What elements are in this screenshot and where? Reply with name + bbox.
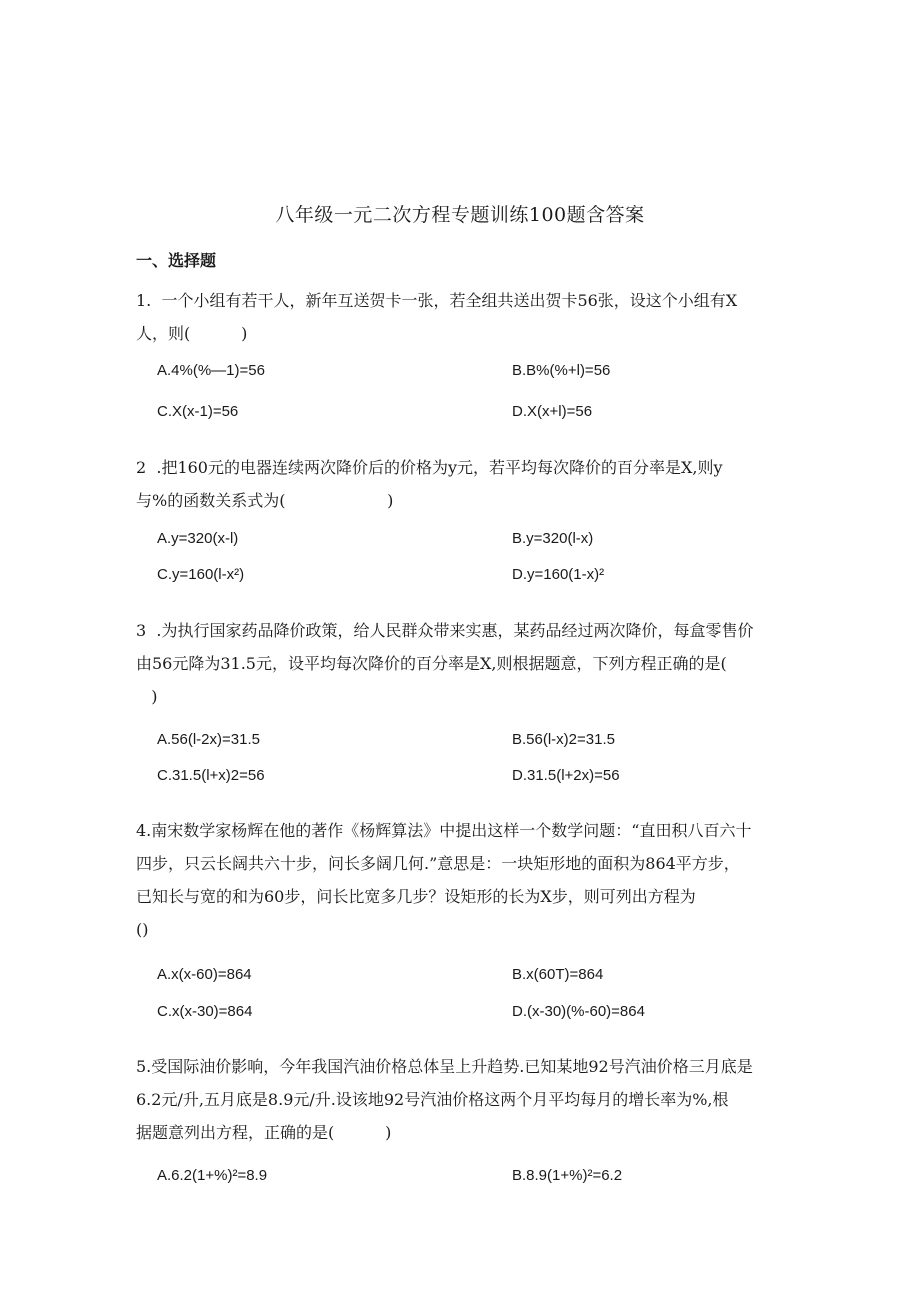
option-a: A.y=320(x-l) [157, 530, 239, 547]
option-b: B.x(60T)=864 [512, 966, 604, 983]
option-c: C.31.5(l+x)2=56 [157, 767, 265, 784]
option-c: C.x(x-30)=864 [157, 1003, 253, 1020]
option-d: D.31.5(l+2x)=56 [512, 767, 620, 784]
option-c: C.y=160(l-x²) [157, 566, 245, 583]
document-title: 八年级一元二次方程专题训练100题含答案 [275, 204, 645, 226]
question-2 [136, 451, 796, 517]
question-line: ) [136, 687, 158, 706]
option-b: B.B%(%+l)=56 [512, 362, 611, 379]
option-b: B.8.9(1+%)²=6.2 [512, 1167, 623, 1184]
option-a: A.6.2(1+%)²=8.9 [157, 1167, 268, 1184]
question-1 [136, 284, 796, 350]
question-line: 4.南宋数学家杨辉在他的著作《杨辉算法》中提出这样一个数学问题：“直田积八百六十 [136, 821, 752, 840]
question-line: 1. 一个小组有若干人，新年互送贺卡一张，若全组共送出贺卡56张，设这个小组有X [136, 291, 738, 310]
question-line: 6.2元/升,五月底是8.9元/升.设该地92号汽油价格这两个月平均每月的增长率为%,根 [136, 1090, 729, 1109]
option-a: A.x(x-60)=864 [157, 966, 252, 983]
question-line: 四步，只云长阔共六十步，问长多阔几何.”意思是：一块矩形地的面积为864平方步， [136, 854, 740, 873]
option-d: D.X(x+l)=56 [512, 403, 593, 420]
question-line: 据题意列出方程，正确的是( ) [136, 1123, 392, 1142]
option-a: A.4%(%—1)=56 [157, 362, 265, 379]
option-a: A.56(l-2x)=31.5 [157, 731, 260, 748]
question-line: 人，则( ) [136, 324, 248, 343]
option-b: B.y=320(l-x) [512, 530, 594, 547]
question-line: 2 .把160元的电器连续两次降价后的价格为y元，若平均每次降价的百分率是X,则y [136, 458, 723, 477]
section-heading: 一、选择题 [136, 251, 217, 270]
option-d: D.y=160(1-x)² [512, 566, 605, 583]
question-line: 5.受国际油价影响，今年我国汽油价格总体呈上升趋势.已知某地92号汽油价格三月底是 [136, 1057, 753, 1076]
question-line: 与%的函数关系式为( ) [136, 491, 394, 510]
option-b: B.56(l-x)2=31.5 [512, 731, 615, 748]
option-d: D.(x-30)(%-60)=864 [512, 1003, 645, 1020]
question-3 [136, 614, 796, 713]
question-line: 由56元降为31.5元，设平均每次降价的百分率是X,则根据题意，下列方程正确的是( [136, 654, 727, 673]
question-line: () [136, 920, 149, 939]
question-4 [136, 814, 796, 946]
question-line: 3 .为执行国家药品降价政策，给人民群众带来实惠，某药品经过两次降价，每盒零售价 [136, 621, 754, 640]
question-line: 已知长与宽的和为60步，问长比宽多几步？设矩形的长为X步，则可列出方程为 [136, 887, 696, 906]
option-c: C.X(x-1)=56 [157, 403, 239, 420]
question-5 [136, 1050, 796, 1149]
